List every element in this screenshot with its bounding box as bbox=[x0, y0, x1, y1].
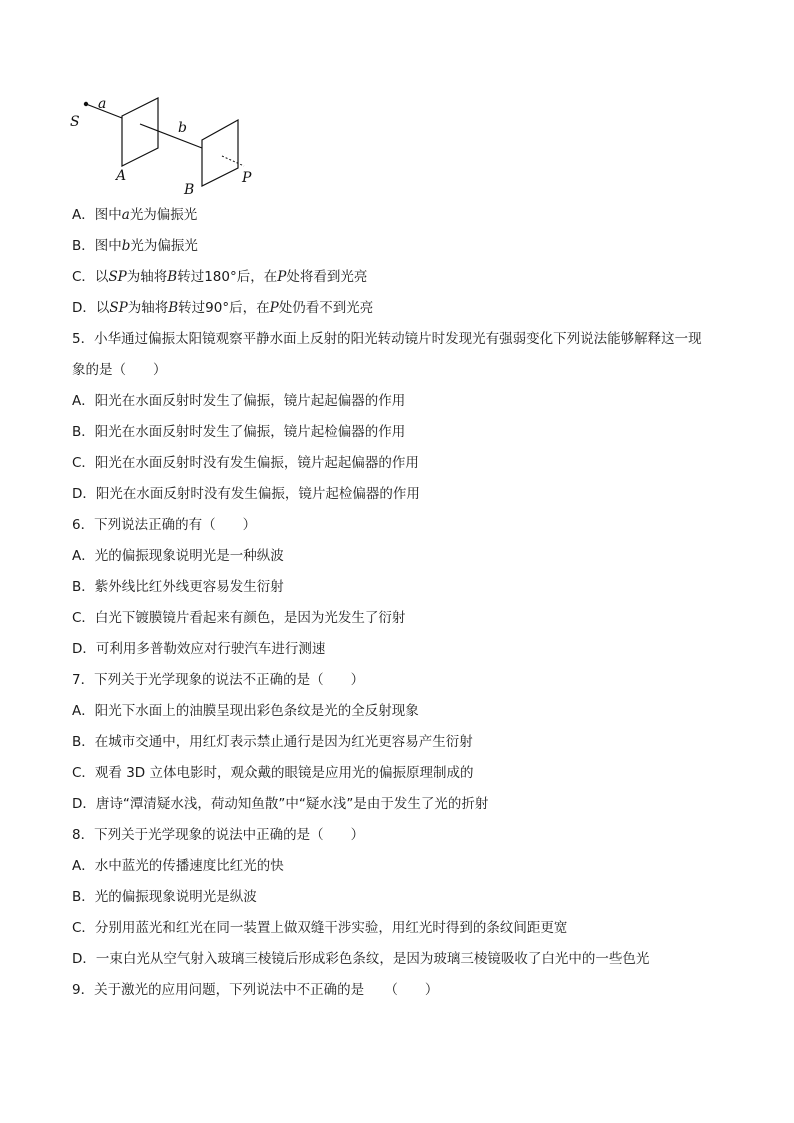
q8-option-d: D．一束白光从空气射入玻璃三棱镜后形成彩色条纹，是因为玻璃三棱镜吸收了白光中的一些色光 bbox=[72, 951, 650, 967]
q8-option-c: C．分别用蓝光和红光在同一装置上做双缝干涉实验，用红光时得到的条纹间距更宽 bbox=[72, 920, 568, 936]
q6-option-a: A．光的偏振现象说明光是一种纵波 bbox=[72, 548, 284, 564]
q9-stem: 9．关于激光的应用问题，下列说法中不正确的是 （ ） bbox=[72, 982, 439, 998]
q7-option-b: B．在城市交通中，用红灯表示禁止通行是因为红光更容易产生衍射 bbox=[72, 734, 473, 750]
q4-option-b: B．图中b光为偏振光 bbox=[72, 238, 198, 254]
label-b-beam: b bbox=[178, 120, 187, 136]
q5-option-a: A．阳光在水面反射时发生了偏振，镜片起起偏器的作用 bbox=[72, 393, 406, 409]
q6-option-d: D．可利用多普勒效应对行驶汽车进行测速 bbox=[72, 641, 326, 657]
q5-stem-line1: 5．小华通过偏振太阳镜观察平静水面上反射的阳光转动镜片时发现光有强弱变化下列说法能够解释这一现 bbox=[72, 331, 702, 347]
q5-option-c: C．阳光在水面反射时没有发生偏振，镜片起起偏器的作用 bbox=[72, 455, 419, 471]
label-polarizer-a: A bbox=[116, 168, 127, 184]
q7-option-a: A．阳光下水面上的油膜呈现出彩色条纹是光的全反射现象 bbox=[72, 703, 419, 719]
q4-option-a: A．图中a光为偏振光 bbox=[72, 207, 198, 223]
question-content bbox=[72, 204, 732, 1010]
label-a-beam: a bbox=[98, 96, 107, 112]
q6-option-c: C．白光下镀膜镜片看起来有颜色，是因为光发生了衍射 bbox=[72, 610, 406, 626]
q7-option-c: C．观看 3D 立体电影时，观众戴的眼镜是应用光的偏振原理制成的 bbox=[72, 765, 474, 781]
q5-option-b: B．阳光在水面反射时发生了偏振，镜片起检偏器的作用 bbox=[72, 424, 406, 440]
q4-option-c: C．以SP为轴将B转过180°后，在P处将看到光亮 bbox=[72, 269, 368, 285]
q6-stem: 6．下列说法正确的有（ ） bbox=[72, 517, 257, 533]
label-p: P bbox=[242, 170, 252, 186]
label-polarizer-b: B bbox=[184, 182, 195, 198]
q6-option-b: B．紫外线比红外线更容易发生衍射 bbox=[72, 579, 284, 595]
q4-option-d: D．以SP为轴将B转过90°后，在P处仍看不到光亮 bbox=[72, 300, 374, 316]
q5-option-d: D．阳光在水面反射时没有发生偏振，镜片起检偏器的作用 bbox=[72, 486, 420, 502]
q7-stem: 7．下列关于光学现象的说法不正确的是（ ） bbox=[72, 672, 365, 688]
polarizer-figure bbox=[64, 96, 264, 196]
label-s: S bbox=[70, 114, 80, 130]
polarizer-b bbox=[202, 120, 238, 186]
q8-stem: 8．下列关于光学现象的说法中正确的是（ ） bbox=[72, 827, 365, 843]
q8-option-b: B．光的偏振现象说明光是纵波 bbox=[72, 889, 257, 905]
polarizer-diagram bbox=[64, 96, 264, 196]
polarizer-a bbox=[122, 98, 158, 166]
q8-option-a: A．水中蓝光的传播速度比红光的快 bbox=[72, 858, 284, 874]
q5-stem-line2: 象的是（ ） bbox=[72, 362, 167, 378]
beam-to-p bbox=[222, 156, 244, 166]
beam-b bbox=[140, 124, 202, 148]
q7-option-d: D．唐诗“潭清疑水浅，荷动知鱼散”中“疑水浅”是由于发生了光的折射 bbox=[72, 796, 489, 812]
